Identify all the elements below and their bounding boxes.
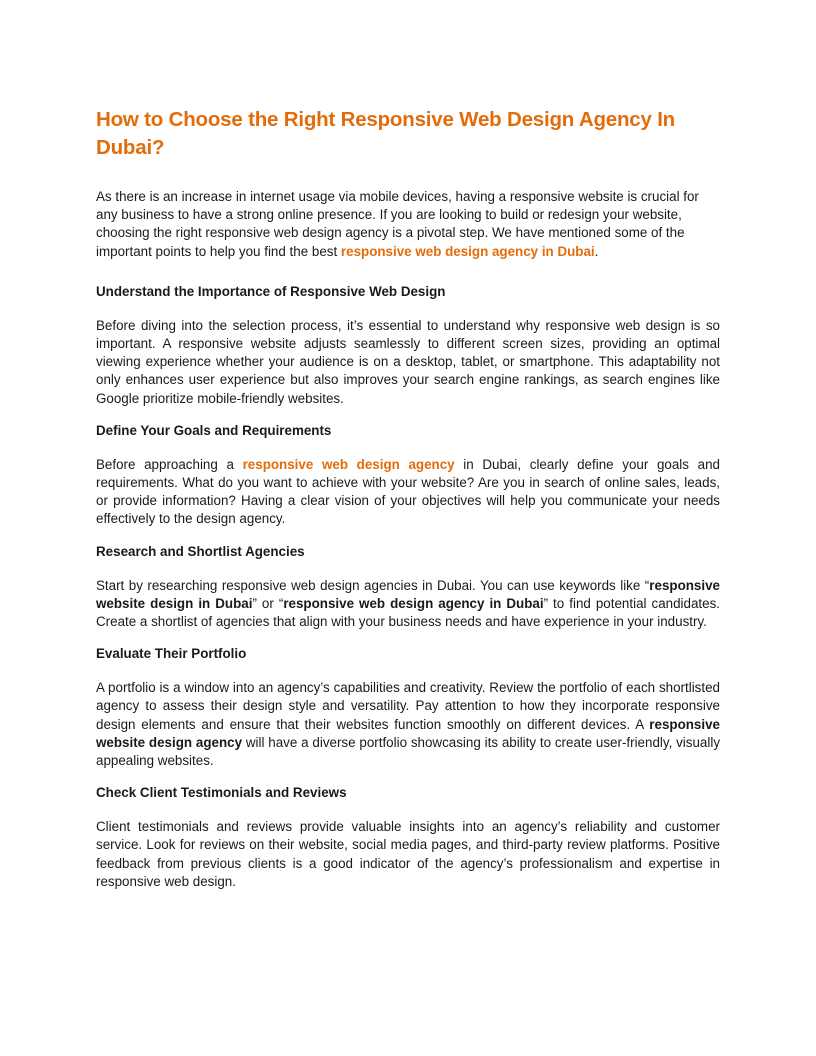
intro-paragraph <box>96 188 720 261</box>
section-text-portfolio <box>96 679 720 770</box>
section-text-goals <box>96 456 720 529</box>
research-keyword-1: responsive website design in Dubai <box>96 577 720 611</box>
research-text-mid: ” or “ <box>252 595 284 611</box>
intro-end: . <box>594 243 599 259</box>
goals-link[interactable]: responsive web design agency <box>242 456 455 472</box>
goals-text-after: in Dubai, clearly define your goals and requirements. What do you want to achieve with your website? Are you in search of online sales, leads, or provide information? Having a clear vision of your objectives will help you communicate your needs effectively to the design agency. <box>96 456 720 527</box>
research-text-after: ” to find potential candidates. Create a shortlist of agencies that align with your business needs and have experience in your industry. <box>96 595 721 630</box>
section-heading-research: Research and Shortlist Agencies <box>96 543 305 559</box>
section-text-importance: Before diving into the selection process, it’s essential to understand why responsive web design is so important. A responsive website adjusts seamlessly to different screen sizes, providing an optimal viewing experience whether your audience is on a desktop, tablet, or smartphone. This adaptability not only enhances user experience but also improves your search engine rankings, as search engines like Google prioritize mobile-friendly websites. <box>96 317 720 406</box>
section-heading-importance: Understand the Importance of Responsive Web Design <box>96 283 446 299</box>
section-text-research <box>96 577 720 632</box>
section-heading-portfolio: Evaluate Their Portfolio <box>96 646 247 662</box>
intro-text: As there is an increase in internet usage via mobile devices, having a responsive website is crucial for any business to have a strong online presence. If you are looking to build or redesign your website, choosing the right responsive web design agency is a pivotal step. We have mentioned some of the important points to help you find the best <box>96 189 699 259</box>
section-heading-testimonials: Check Client Testimonials and Reviews <box>96 785 347 801</box>
portfolio-text-before: A portfolio is a window into an agency’s capabilities and creativity. Review the portfolio of each shortlisted agency to assess their design style and versatility. Pay attention to how they incorporate responsive design elements and ensure that their websites function smoothly on different devices. A <box>96 680 720 732</box>
page-title: How to Choose the Right Responsive Web Design Agency In Dubai? <box>96 108 676 159</box>
research-keyword-2: responsive web design agency in Dubai <box>283 595 544 611</box>
portfolio-text-after: will have a diverse portfolio showcasing its ability to create user-friendly, visually appealing websites. <box>96 734 721 769</box>
section-text-testimonials: Client testimonials and reviews provide valuable insights into an agency’s reliability and customer service. Look for reviews on their website, social media pages, and third-party review platforms. Positive feedback from previous clients is a good indicator of the agency’s professionalism and expertise in responsive web design. <box>96 819 720 889</box>
research-text-before: Start by researching responsive web design agencies in Dubai. You can use keywords like “ <box>96 577 650 593</box>
intro-link[interactable]: responsive web design agency in Dubai <box>340 243 595 259</box>
goals-text-before: Before approaching a <box>96 456 243 472</box>
portfolio-keyword: responsive website design agency <box>96 716 720 750</box>
section-heading-goals: Define Your Goals and Requirements <box>96 422 332 438</box>
